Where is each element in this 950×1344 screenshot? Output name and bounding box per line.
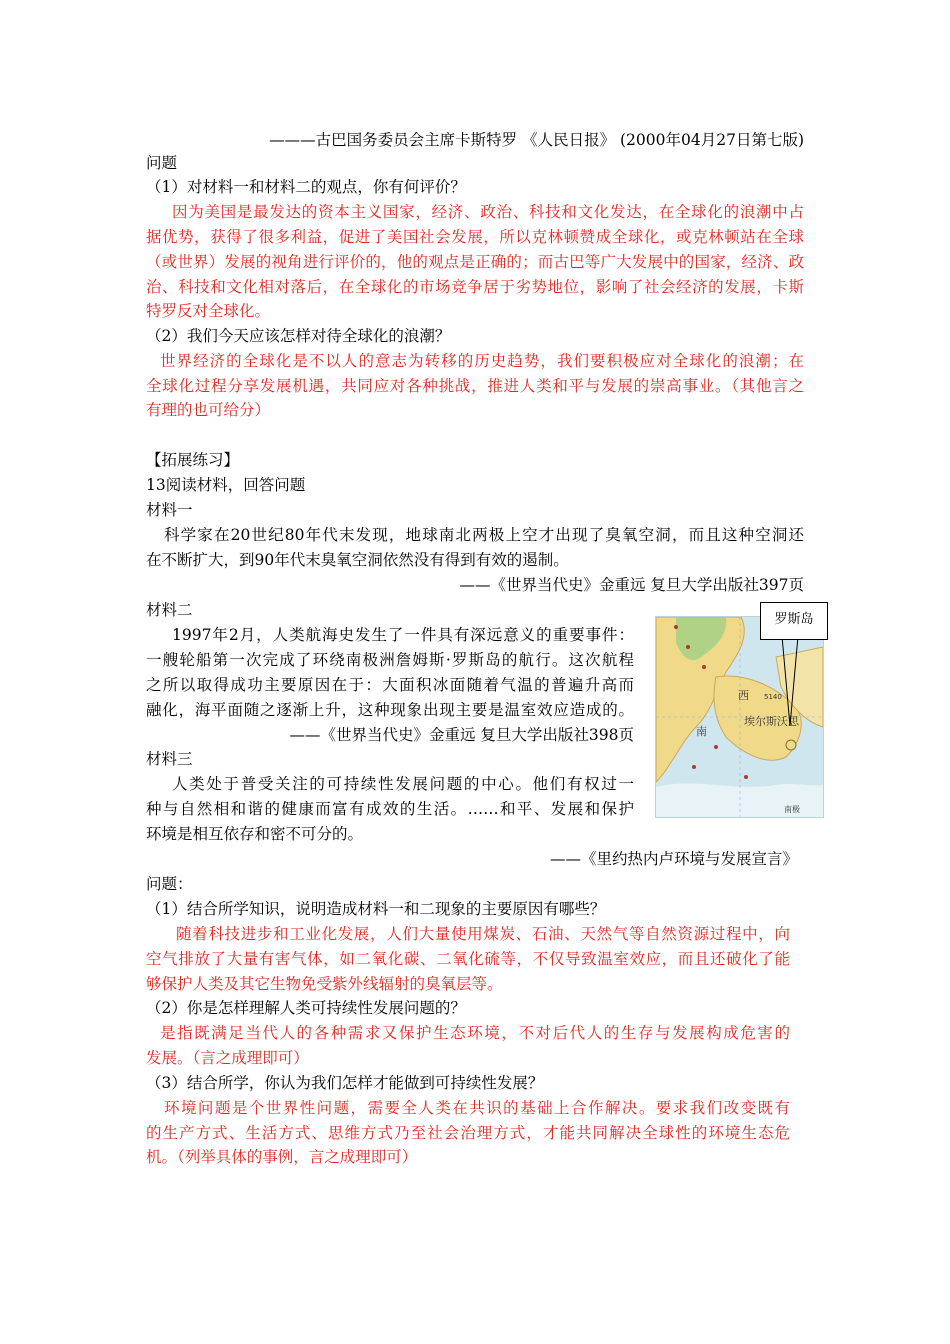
material-2-source: ——《世界当代史》金重远 复旦大学出版社398页	[289, 726, 634, 744]
answer-2-line: 有理的也可给分）	[146, 401, 271, 419]
material-2-line: 1997年2月，人类航海史发生了一件具有深远意义的重要事件：	[172, 626, 634, 644]
map-label-bottom: 南极	[784, 805, 800, 814]
answer-2-line: 世界经济的全球化是不以人的意志为转移的历史趋势，我们要积极应对全球化的浪潮；在	[160, 352, 804, 370]
bottom-answer-3-line: 机。（列举具体的事例，言之成理即可）	[146, 1148, 418, 1166]
material-3-line: 环境是相互依存和密不可分的。	[146, 825, 364, 843]
bottom-answer-1-line: 够保护人类及其它生物免受紫外线辐射的臭氧层等。	[146, 975, 503, 993]
bottom-answer-2-line: 是指既满足当代人的各种需求又保护生态环境，不对后代人的生存与发展构成危害的	[160, 1024, 790, 1042]
map-callout-ross-island: 罗斯岛	[760, 602, 828, 640]
bottom-answer-2-line: 发展。（言之成理即可）	[146, 1049, 309, 1067]
material-1-line: 科学家在20世纪80年代末发现，地球南北两极上空才出现了臭氧空洞，而且这种空洞还	[164, 526, 804, 544]
answer-1-line: （或世界）发展的视角进行评价的，他的观点是正确的；而古巴等广大发展中的国家，经济、政	[146, 253, 804, 271]
material-3-line: 人类处于普受关注的可持续性发展问题的中心。他们有权过一	[172, 775, 634, 793]
bottom-question-2: （2）你是怎样理解人类可持续性发展问题的？	[146, 999, 466, 1017]
answer-2-line: 全球化过程分享发展机遇，共同应对各种挑战，推进人类和平与发展的崇高事业。（其他言之	[146, 377, 804, 395]
question-2: （2）我们今天应该怎样对待全球化的浪潮？	[146, 327, 451, 345]
material-3-label: 材料三	[146, 750, 193, 768]
material-3-source: ——《里约热内卢环境与发展宣言》	[549, 850, 798, 868]
answer-1-line: 因为美国是最发达的资本主义国家，经济、政治、科技和文化发达，在全球化的浪潮中占	[172, 203, 804, 221]
bottom-answer-3-line: 的生产方式、生活方式、思维方式乃至社会治理方式，才能共同解决全球性的环境生态危	[146, 1124, 790, 1142]
material-2-line: 一艘轮船第一次完成了环绕南极洲詹姆斯·罗斯岛的航行。这次航程	[146, 651, 634, 669]
bottom-answer-1-line: 随着科技进步和工业化发展，人们大量使用煤炭、石油、天然气等自然资源过程中，向	[176, 925, 790, 943]
bottom-question-3: （3）结合所学，你认为我们怎样才能做到可持续性发展？	[146, 1074, 544, 1092]
answer-1-line: 据优势，获得了很多利益，促进了美国社会发展，所以克林顿赞成全球化，或克林顿站在全球	[146, 228, 804, 246]
material-3-line: 种与自然相和谐的健康而富有成效的生活。……和平、发展和保护	[146, 800, 634, 818]
material-1-line: 在不断扩大，到90年代末臭氧空洞依然没有得到有效的遏制。	[146, 551, 569, 569]
bottom-answer-1-line: 空气排放了大量有害气体，如二氧化碳、二氧化硫等，不仅导致温室效应，而且还破化了能	[146, 950, 790, 968]
bottom-question-1: （1）结合所学知识，说明造成材料一和二现象的主要原因有哪些？	[146, 900, 606, 918]
answer-1-line: 特罗反对全球化。	[146, 302, 271, 320]
map-label-nan: 南	[696, 725, 707, 738]
questions-label: 问题：	[146, 875, 193, 893]
question-1: （1）对材料一和材料二的观点，你有何评价？	[146, 178, 466, 196]
map-label-west: 西	[738, 689, 749, 702]
question-13: 13阅读材料，回答问题	[146, 476, 306, 494]
material-1-source: ——《世界当代史》金重远 复旦大学出版社397页	[459, 576, 804, 594]
material-1-label: 材料一	[146, 501, 193, 519]
bottom-answer-3-line: 环境问题是个世界性问题，需要全人类在共识的基础上合作解决。要求我们改变既有	[164, 1099, 790, 1117]
material-2-line: 之所以取得成功主要原因在于：大面积冰面随着气温的普遍升高而	[146, 676, 634, 694]
answer-1-line: 治、科技和文化相对落后，在全球化的市场竞争居于劣势地位，影响了社会经济的发展，卡斯	[146, 278, 804, 296]
map-callout-pointer	[780, 636, 800, 736]
material-2-line: 融化，海平面随之逐渐上升，这种现象出现主要是温室效应造成的。	[146, 701, 634, 719]
map-label-ellsworth: 埃尔斯沃思	[744, 715, 799, 728]
extension-title: 【拓展练习】	[146, 451, 240, 469]
question-header: 问题	[146, 154, 178, 172]
map-label-elevation: 5140	[764, 693, 782, 701]
material-2-label: 材料二	[146, 601, 193, 619]
source-citation: ———古巴国务委员会主席卡斯特罗 《人民日报》 (2000年04月27日第七版)	[269, 131, 804, 149]
